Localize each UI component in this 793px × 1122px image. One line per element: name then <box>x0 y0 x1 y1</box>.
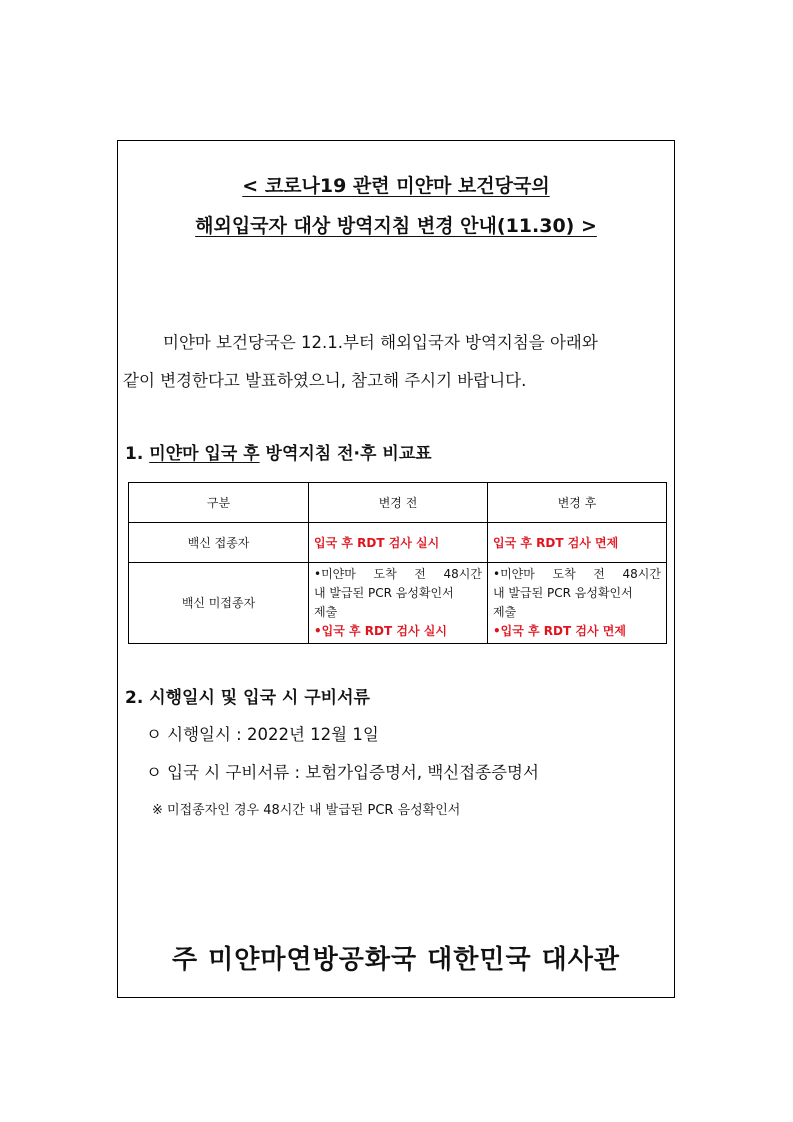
vaccinated-before: 입국 후 RDT 검사 실시 <box>309 523 488 563</box>
cell-word: 전 <box>414 567 426 581</box>
cell-word: •미얀마 <box>314 567 356 581</box>
title-line-2: 해외입국자 대상 방역지침 변경 안내(11.30) > <box>195 215 597 237</box>
cell-line-highlight: •입국 후 RDT 검사 면제 <box>493 624 626 638</box>
cell-line <box>314 565 482 584</box>
cell-line-highlight: •입국 후 RDT 검사 실시 <box>314 624 447 638</box>
documents-item: ㅇ 입국 시 구비서류 : 보험가입증명서, 백신접종증명서 <box>146 763 539 782</box>
schedule-item: ㅇ 시행일시 : 2022년 12월 1일 <box>146 725 379 744</box>
cell-word: 48시간 <box>443 567 482 581</box>
unvaccinated-after <box>488 563 667 644</box>
table-header: 변경 후 <box>488 483 667 523</box>
section-1-heading <box>125 439 432 464</box>
cell-word: 도착 <box>373 567 397 581</box>
vaccinated-after: 입국 후 RDT 검사 면제 <box>488 523 667 563</box>
cell-word: 전 <box>593 567 605 581</box>
table-row <box>129 523 667 563</box>
table-header-row <box>129 483 667 523</box>
cell-line <box>493 565 661 584</box>
cell-line: 내 발급된 PCR 음성확인서 <box>493 586 633 600</box>
section-1-underlined: 미얀마 입국 후 <box>149 444 260 464</box>
section-1-number: 1. <box>125 444 144 464</box>
embassy-signature: 주 미얀마연방공화국 대한민국 대사관 <box>171 945 620 975</box>
note-text: ※ 미접종자인 경우 48시간 내 발급된 PCR 음성확인서 <box>152 803 461 818</box>
intro-line-2: 같이 변경한다고 발표하였으니, 참고해 주시기 바랍니다. <box>123 371 527 390</box>
row-label-unvaccinated: 백신 미접종자 <box>129 563 309 644</box>
cell-word: 도착 <box>552 567 576 581</box>
table-header: 구분 <box>129 483 309 523</box>
cell-line: 제출 <box>314 605 338 619</box>
cell-line: 제출 <box>493 605 517 619</box>
cell-word: •미얀마 <box>493 567 535 581</box>
document-frame <box>117 140 675 998</box>
cell-word: 48시간 <box>622 567 661 581</box>
title-line-1: < 코로나19 관련 미얀마 보건당국의 <box>242 175 550 197</box>
section-1-rest: 방역지침 전·후 비교표 <box>265 444 432 464</box>
unvaccinated-before <box>309 563 488 644</box>
section-2-heading: 2. 시행일시 및 입국 시 구비서류 <box>125 688 370 708</box>
table-header: 변경 전 <box>309 483 488 523</box>
cell-line: 내 발급된 PCR 음성확인서 <box>314 586 454 600</box>
comparison-table <box>128 482 667 644</box>
table-row <box>129 563 667 644</box>
row-label-vaccinated: 백신 접종자 <box>129 523 309 563</box>
intro-line-1: 미얀마 보건당국은 12.1.부터 해외입국자 방역지침을 아래와 <box>163 333 598 352</box>
